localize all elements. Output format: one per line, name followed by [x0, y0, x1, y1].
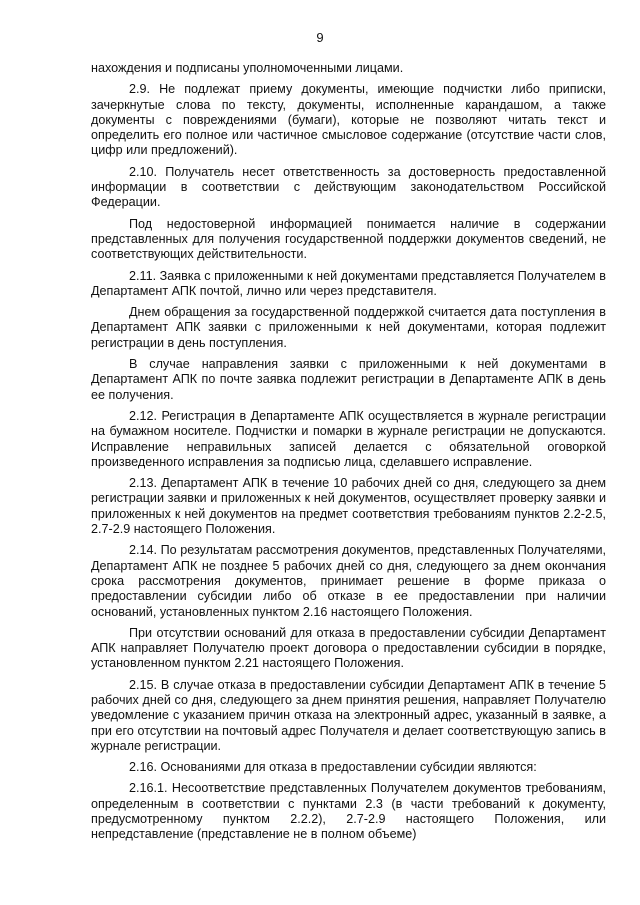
paragraph: 2.12. Регистрация в Департаменте АПК осуществляется в журнале регистрации на бумажном носителе. Подчистки и помарки в журнале регистрации не допускаются. Исправление неправильных записей делается с обязательной оговоркой произведенного исправления за подписью лица, сделавшего исправление. — [91, 408, 606, 469]
paragraph: Под недостоверной информацией понимается наличие в содержании представленных для получения государственной поддержки документов сведений, не соответствующих действительности. — [91, 216, 606, 262]
paragraph: 2.10. Получатель несет ответственность за достоверность предоставленной информации в соответствии с действующим законодательством Российской Федерации. — [91, 164, 606, 210]
paragraph: 2.13. Департамент АПК в течение 10 рабочих дней со дня, следующего за днем регистрации заявки и приложенных к ней документов, осуществляет проверку заявки и приложенных к ней документов на предмет соответствия требованиям пунктов 2.2-2.5, 2.7-2.9 настоящего Положения. — [91, 476, 606, 537]
paragraph: нахождения и подписаны уполномоченными лицами. — [91, 61, 404, 75]
paragraph: 2.9. Не подлежат приему документы, имеющие подчистки либо приписки, зачеркнутые слова по тексту, документы, исполненные карандашом, а также документы с повреждениями (бумаги), которые не позволяют читать текст и определить его полное или частичное смысловое содержание (отсутствие части слов, цифр или предложений). — [91, 82, 606, 158]
paragraph: Днем обращения за государственной поддержкой считается дата поступления в Департамент АПК заявки с приложенными к ней документами, которая подлежит регистрации в день поступления. — [91, 305, 606, 350]
document-body — [91, 61, 606, 849]
page-number: 9 — [316, 30, 324, 45]
paragraph: 2.16.1. Несоответствие представленных Получателем документов требованиям, определенным в соответствии с пунктами 2.3 (в части требований к документу, предусмотренному пунктом 2.2.2), 2.7-2.9 настоящего Положения, или непредставление (представление не в полном объеме) — [91, 781, 606, 842]
paragraph: При отсутствии оснований для отказа в предоставлении субсидии Департамент АПК направляет Получателю проект договора о предоставлении субсидии в порядке, установленном пунктом 2.21 настоящего Положения. — [91, 625, 606, 671]
paragraph: В случае направления заявки с приложенными к ней документами в Департамент АПК по почте заявка подлежит регистрации в Департаменте АПК в день ее получения. — [91, 357, 606, 402]
paragraph: 2.16. Основаниями для отказа в предоставлении субсидии являются: — [129, 760, 537, 775]
paragraph: 2.14. По результатам рассмотрения документов, представленных Получателями, Департамент АПК не позднее 5 рабочих дней со дня, следующего за днем окончания срока рассмотрения документов, принимает решение в форме приказа о предоставлении субсидии либо об отказе в ее предоставлении при наличии оснований, установленных пунктом 2.16 настоящего Положения. — [91, 543, 606, 619]
paragraph: 2.15. В случае отказа в предоставлении субсидии Департамент АПК в течение 5 рабочих дней со дня, следующего за днем принятия решения, направляет Получателю уведомление с указанием причин отказа на электронный адрес, указанный в заявке, а при его отсутствии на почтовый адрес Получателя и делает соответствующую запись в журнале регистрации. — [91, 677, 606, 753]
paragraph: 2.11. Заявка с приложенными к ней документами представляется Получателем в Департамент АПК почтой, лично или через представителя. — [91, 268, 606, 298]
